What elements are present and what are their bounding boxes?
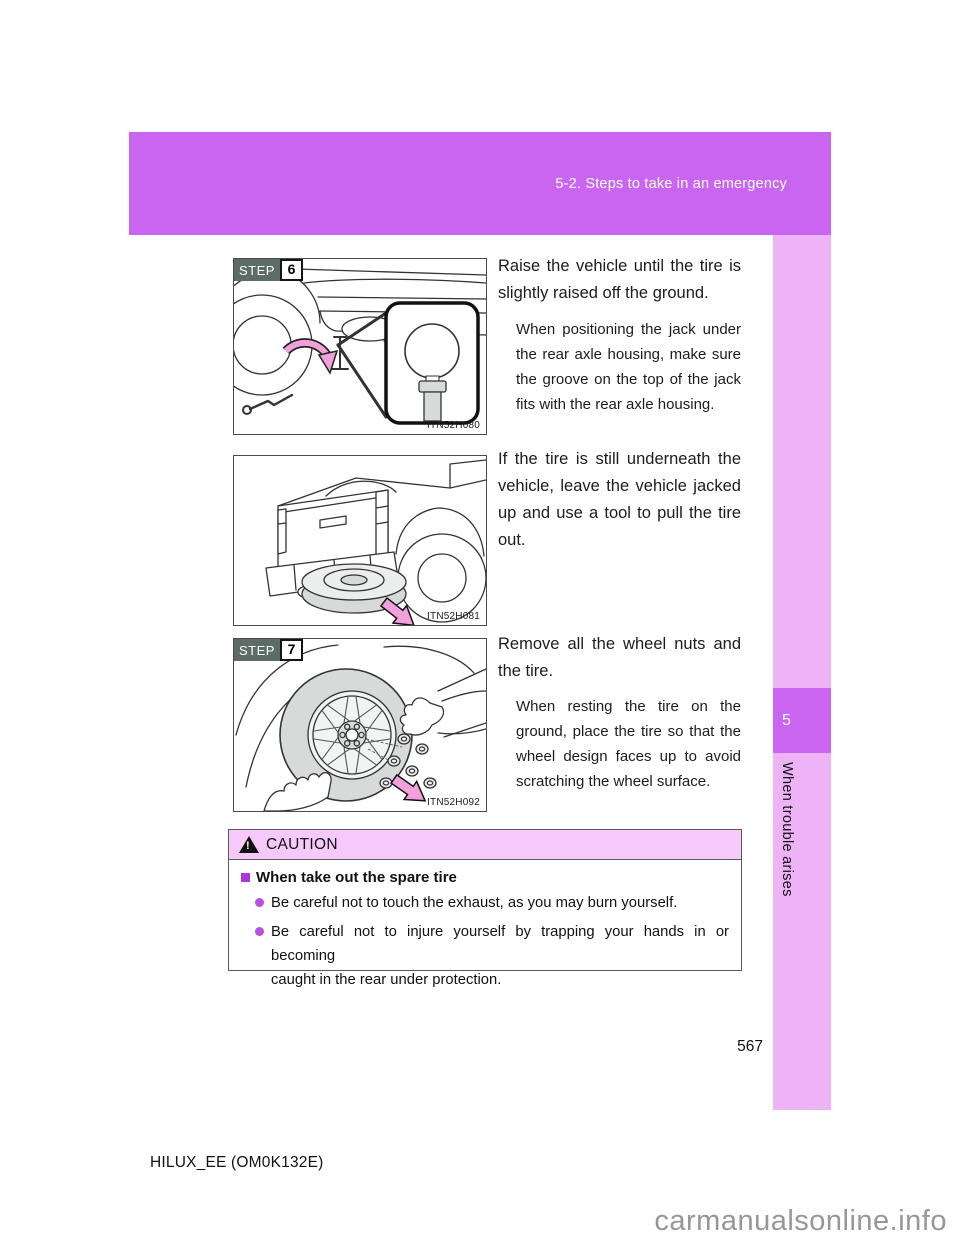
step-badge-number: 7 xyxy=(280,639,303,661)
round-bullet-icon xyxy=(255,927,264,936)
text-line: the rear axle housing, make sure xyxy=(516,346,741,363)
chapter-number: 5 xyxy=(782,711,791,729)
figure-caption: ITN52H081 xyxy=(427,611,480,622)
text-line: Be careful not to touch the exhaust, as you may burn yourself. xyxy=(271,895,678,911)
text-line: Remove all the wheel nuts and xyxy=(498,635,741,653)
pullout-text xyxy=(498,446,741,554)
figure-caption: ITN52H080 xyxy=(427,420,480,431)
text-line: wheel design faces up to avoid xyxy=(516,748,741,765)
text-line: scratching the wheel surface. xyxy=(516,773,711,790)
text-line: slightly raised off the ground. xyxy=(498,284,709,302)
square-bullet-icon xyxy=(241,873,250,882)
figure-caption: ITN52H092 xyxy=(427,797,480,808)
section-header-band xyxy=(129,132,831,235)
step6-subtext xyxy=(516,317,741,417)
figure-step7-wheel xyxy=(233,638,487,812)
caution-heading xyxy=(241,869,729,886)
text-line: out. xyxy=(498,531,526,549)
text-line: vehicle, leave the vehicle jacked xyxy=(498,477,741,495)
text-line: fits with the rear axle housing. xyxy=(516,396,715,413)
caution-bullet xyxy=(255,891,729,915)
text-line: Be careful not to injure yourself by trapping your hands in or becoming xyxy=(271,924,729,964)
text-line: When resting the tire on the xyxy=(516,698,741,715)
document-code: HILUX_EE (OM0K132E) xyxy=(150,1154,324,1171)
chapter-label: When trouble arises xyxy=(779,762,795,897)
step-badge xyxy=(234,639,303,661)
caution-heading-text: When take out the spare tire xyxy=(256,869,457,886)
text-line: the tire. xyxy=(498,662,554,680)
text-line: up and use a tool to pull the tire xyxy=(498,504,741,522)
warning-triangle-icon xyxy=(239,836,259,853)
text-line: Raise the vehicle until the tire is xyxy=(498,257,741,275)
caution-title: CAUTION xyxy=(266,835,338,853)
step-badge xyxy=(234,259,303,281)
wheel-removal-illustration xyxy=(234,639,486,811)
text-line: caught in the rear under protection. xyxy=(271,972,502,988)
step-badge-label: STEP xyxy=(234,639,280,661)
caution-box xyxy=(228,829,742,988)
round-bullet-icon xyxy=(255,898,264,907)
step7-subtext xyxy=(516,694,741,794)
figure-spare-tire xyxy=(233,455,487,626)
figure-step6-jack xyxy=(233,258,487,435)
caution-header xyxy=(229,830,741,860)
breadcrumb: 5-2. Steps to take in an emergency xyxy=(555,175,787,192)
text-line: the groove on the top of the jack xyxy=(516,371,741,388)
watermark: carmanualsonline.info xyxy=(654,1205,947,1237)
step6-text xyxy=(498,253,741,417)
caution-body xyxy=(229,860,741,992)
chapter-number-tab xyxy=(773,688,831,753)
text-line: ground, place the tire so that the xyxy=(516,723,741,740)
step-badge-number: 6 xyxy=(280,259,303,281)
text-line: When positioning the jack under xyxy=(516,321,741,338)
jack-position-illustration xyxy=(234,259,486,434)
step-badge-label: STEP xyxy=(234,259,280,281)
caution-bullet xyxy=(255,920,729,992)
text-line: If the tire is still underneath the xyxy=(498,450,741,468)
step7-text xyxy=(498,631,741,794)
page-number: 567 xyxy=(737,1038,763,1055)
spare-tire-pullout-illustration xyxy=(234,456,486,625)
